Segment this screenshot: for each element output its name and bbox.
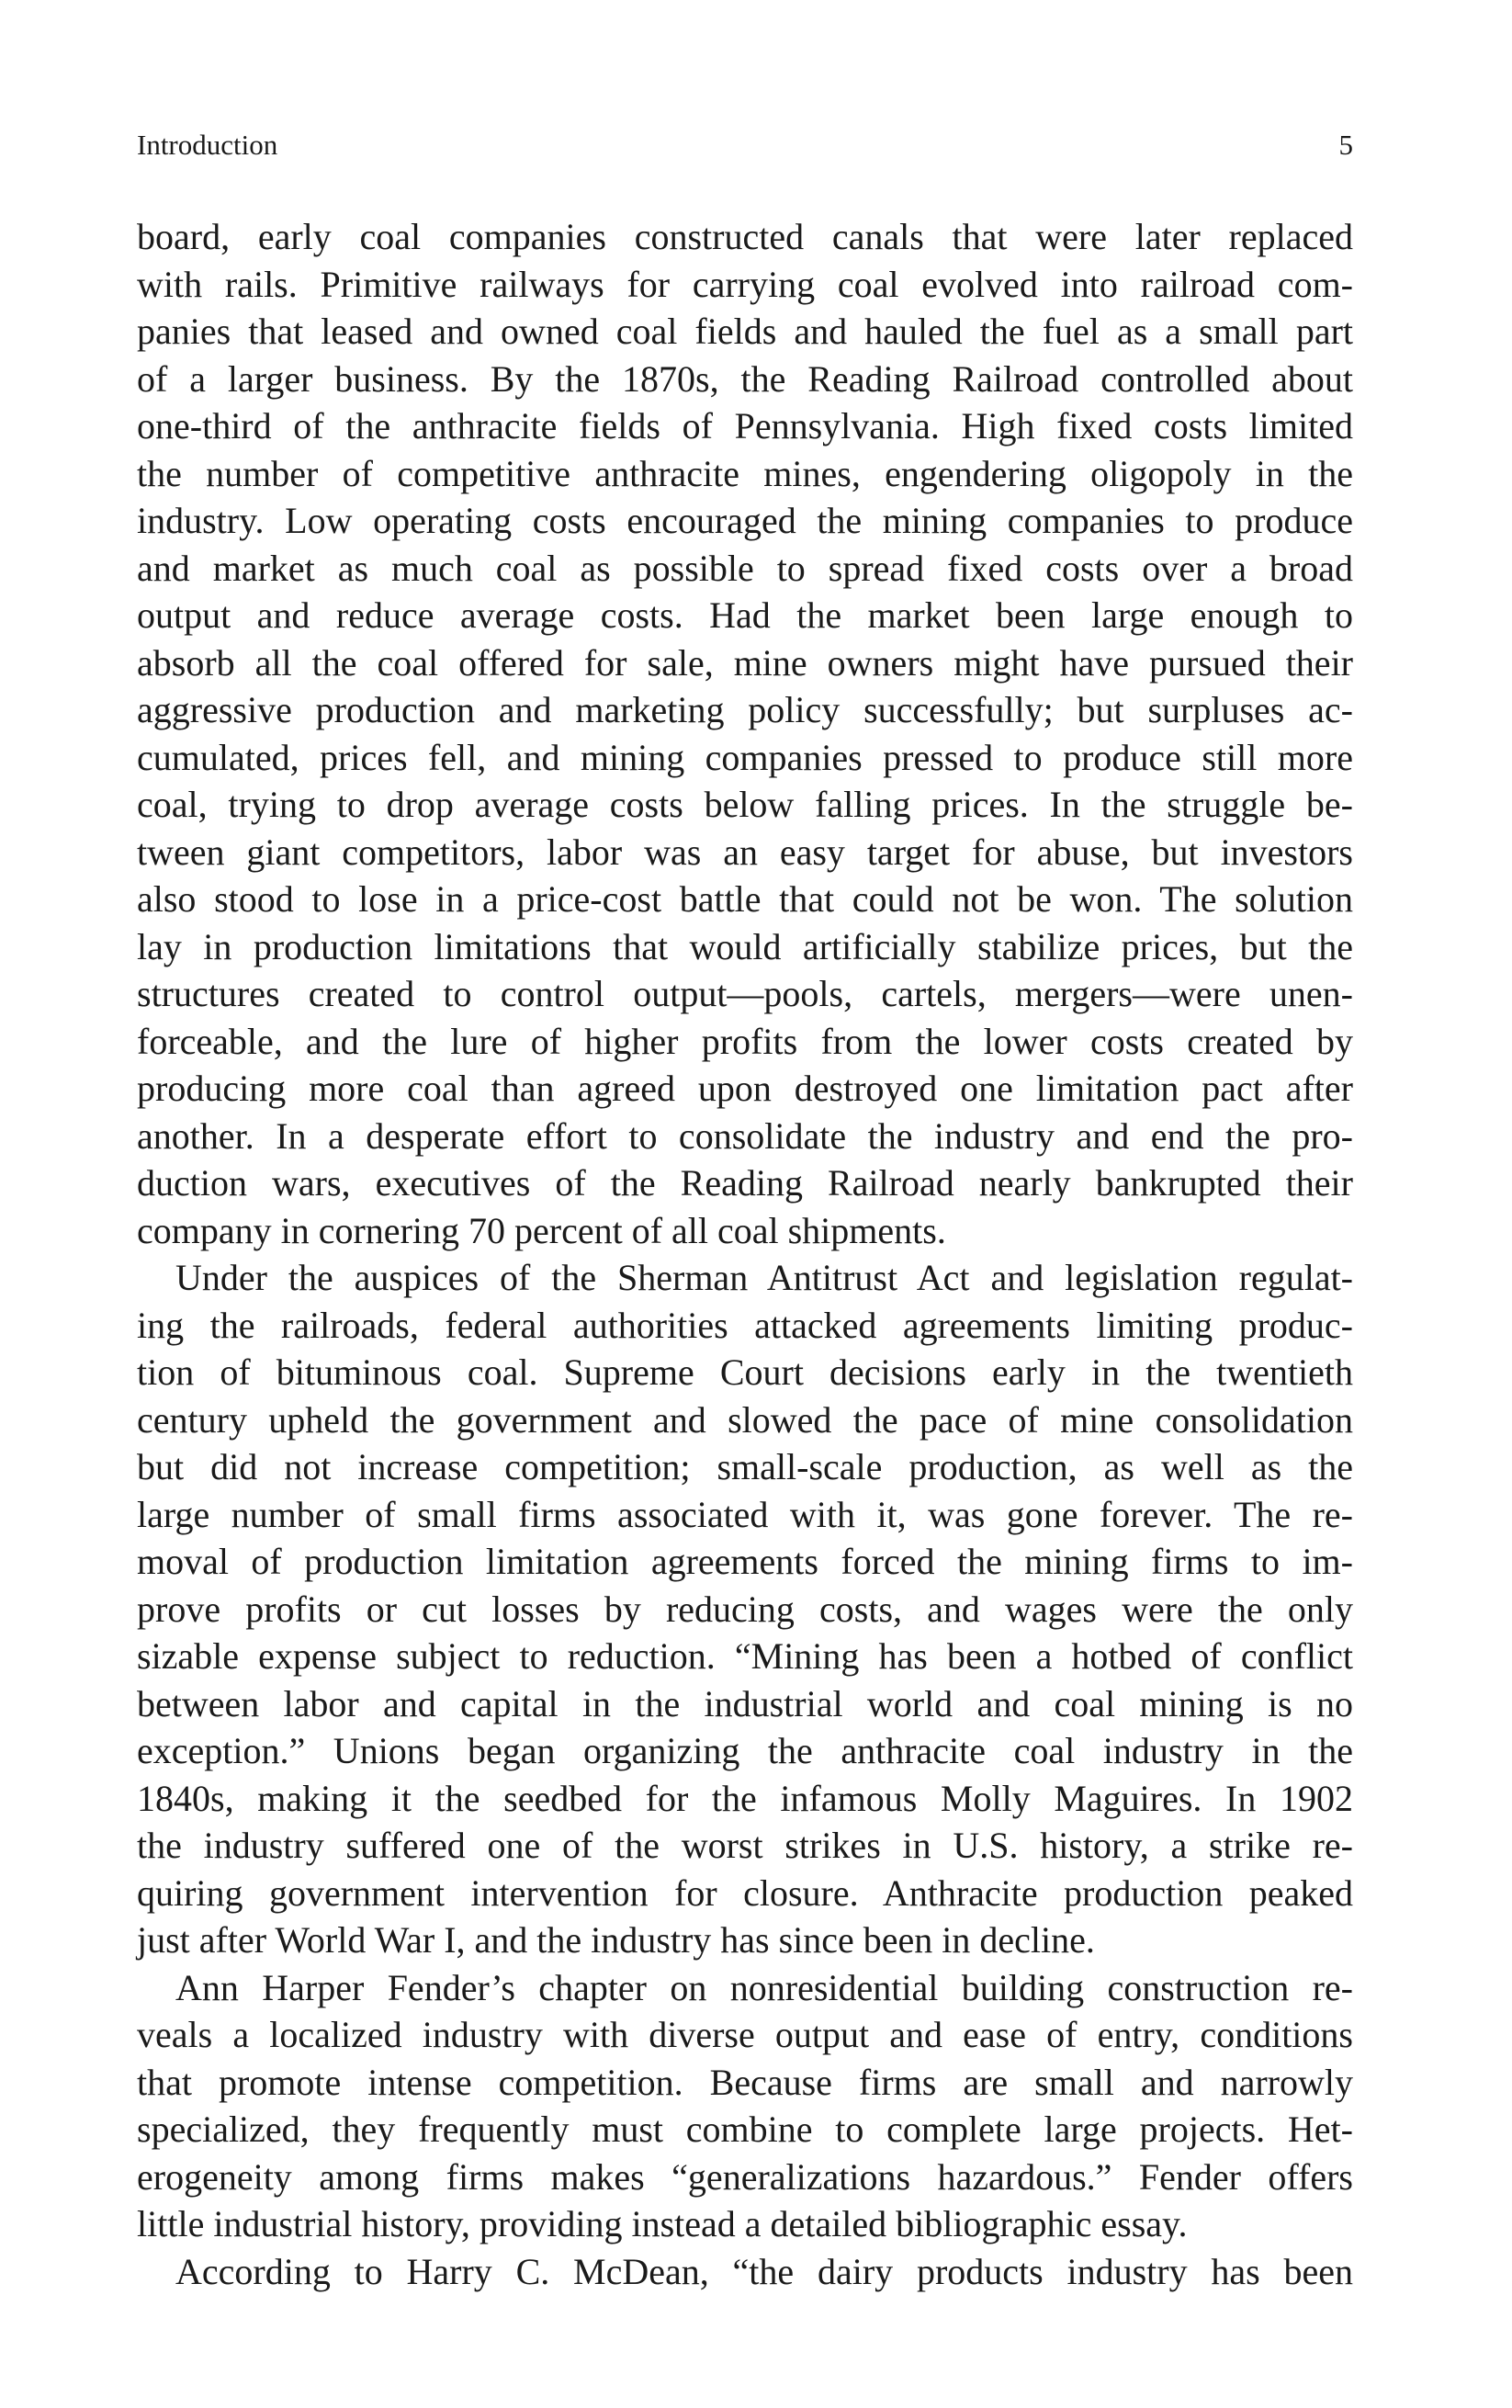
text-line: company in cornering 70 percent of all coal shipments. [137,1209,946,1251]
text-line: also stood to lose in a price-cost battle that could not be won. The solution [137,878,1353,920]
text-line: industry. Low operating costs encouraged the mining companies to produce [137,500,1353,541]
text-line: veals a localized industry with diverse output and ease of entry, conditions [137,2014,1353,2055]
page-number: 5 [1338,129,1353,161]
text-line: century upheld the government and slowed the pace of mine consolidation [137,1398,1353,1441]
text-line: board, early coal companies constructed canals that were later replaced [137,216,1353,257]
text-line: specialized, they frequently must combine to complete large projects. Het- [137,2108,1353,2150]
text-line: tion of bituminous coal. Supreme Court decisions early in the twentieth [137,1351,1353,1393]
text-line: exception.” Unions began organizing the anthracite coal industry in the [137,1730,1353,1771]
text-line: According to Harry C. McDean, “the dairy products industry has been [175,2250,1353,2292]
text-line: cumulated, prices fell, and mining companies pressed to produce still more [137,736,1353,778]
paragraph [137,213,1353,1254]
text-line: that promote intense competition. Because firms are small and narrowly [137,2061,1353,2103]
paragraph [137,2248,1353,2296]
text-line: but did not increase competition; small-scale production, as well as the [137,1446,1353,1487]
text-line: aggressive production and marketing policy successfully; but surpluses ac- [137,689,1353,730]
text-line: lay in production limitations that would artificially stabilize prices, but the [137,925,1353,967]
text-line: structures created to control output—pools, cartels, mergers—were unen- [137,973,1353,1014]
text-line: tween giant competitors, labor was an easy target for abuse, but investors [137,831,1353,873]
text-line: the industry suffered one of the worst strikes in U.S. history, a strike re- [137,1825,1353,1866]
running-head-title: Introduction [137,129,278,161]
text-line: quiring government intervention for closure. Anthracite production peaked [137,1871,1353,1914]
text-line: forceable, and the lure of higher profits from the lower costs created by [137,1020,1353,1062]
text-line: large number of small firms associated with it, was gone forever. The re- [137,1493,1353,1535]
text-line: with rails. Primitive railways for carrying coal evolved into railroad com- [137,263,1353,305]
text-line: of a larger business. By the 1870s, the Reading Railroad controlled about [137,357,1353,400]
text-line: ing the railroads, federal authorities attacked agreements limiting produc- [137,1304,1353,1346]
text-line: duction wars, executives of the Reading Railroad nearly bankrupted their [137,1162,1353,1204]
running-header [137,129,1353,165]
text-line: producing more coal than agreed upon destroyed one limitation pact after [137,1068,1353,1109]
text-line: erogeneity among firms makes “generalizations hazardous.” Fender offers [137,2155,1353,2198]
text-line: between labor and capital in the industrial world and coal mining is no [137,1682,1353,1724]
text-line: output and reduce average costs. Had the market been large enough to [137,594,1353,636]
text-line: panies that leased and owned coal fields and hauled the fuel as a small part [137,311,1353,352]
paragraph [137,1964,1353,2248]
text-line: 1840s, making it the seedbed for the infamous Molly Maguires. In 1902 [137,1777,1353,1819]
text-line: just after World War I, and the industry has since been in decline. [137,1919,1095,1961]
text-line: Ann Harper Fender’s chapter on nonresidential building construction re- [175,1966,1353,2008]
text-line: another. In a desperate effort to consolidate the industry and end the pro- [137,1114,1353,1157]
text-line: one-third of the anthracite fields of Pennsylvania. High fixed costs limited [137,405,1353,447]
text-line: the number of competitive anthracite mines, engendering oligopoly in the [137,452,1353,494]
text-line: sizable expense subject to reduction. “Mining has been a hotbed of conflict [137,1635,1353,1677]
text-line: prove profits or cut losses by reducing costs, and wages were the only [137,1588,1353,1630]
text-line: moval of production limitation agreements forced the mining firms to im- [137,1541,1353,1582]
text-line: little industrial history, providing instead a detailed bibliographic essay. [137,2203,1188,2244]
text-line: and market as much coal as possible to spread fixed costs over a broad [137,547,1353,589]
text-line: absorb all the coal offered for sale, mine owners might have pursued their [137,641,1353,684]
paragraph [137,1254,1353,1964]
text-line: Under the auspices of the Sherman Antitrust Act and legislation regulat- [175,1257,1353,1298]
text-line: coal, trying to drop average costs below falling prices. In the struggle be- [137,784,1353,825]
body-text [137,213,1353,2295]
